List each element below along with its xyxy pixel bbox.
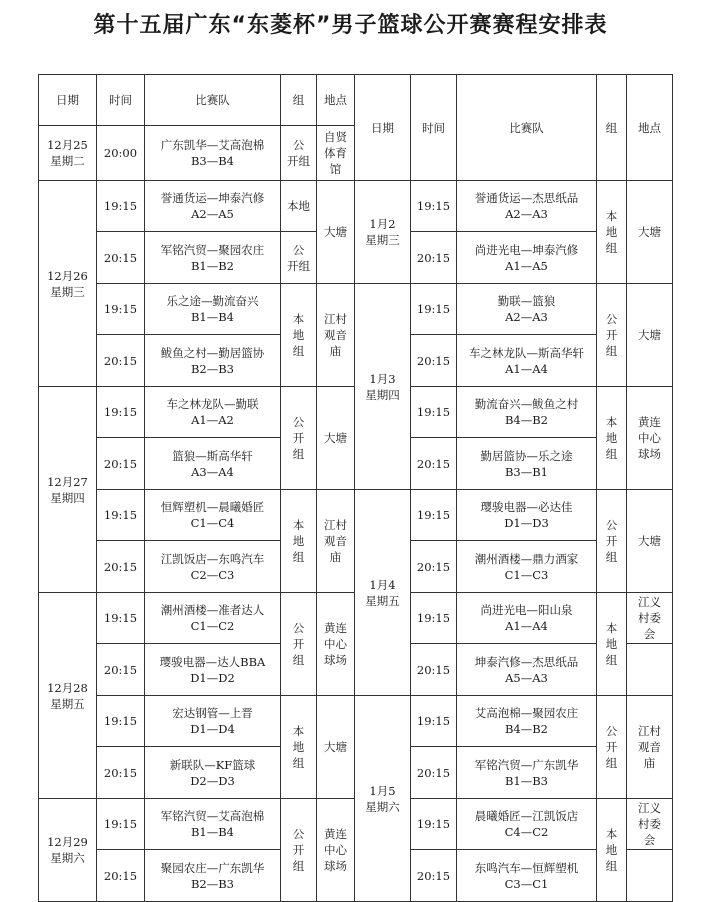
venue-text: 馆	[329, 162, 342, 176]
venue-text: 球场	[324, 859, 347, 873]
venue-text: 中心	[324, 637, 347, 651]
match-teams: 誉通货运—杰思纸品	[474, 191, 579, 205]
right-header-venue: 地点	[627, 75, 673, 181]
venue-cell	[627, 490, 673, 593]
match-code: A5—A3	[505, 670, 548, 685]
group-text: 开	[292, 843, 305, 857]
time-cell: 19:15	[97, 387, 145, 438]
match-code: B2—B3	[190, 876, 235, 891]
match-cell	[457, 541, 597, 593]
match-teams: 新联队—KF篮球	[169, 757, 256, 772]
group-cell	[281, 799, 317, 902]
match-code: A1—A4	[505, 361, 548, 376]
group-text: 组	[292, 344, 305, 358]
right-header-group: 组	[597, 75, 627, 181]
venue-cell	[317, 696, 355, 799]
date-day: 1月5	[369, 783, 396, 798]
match-teams: 广东凯华—艾高泡棉	[160, 138, 265, 152]
group-text: 公	[605, 724, 618, 738]
venue-text: 体育	[324, 146, 347, 160]
left-header-time: 时间	[97, 75, 145, 126]
group-cell	[281, 284, 317, 387]
date-day: 12月27	[47, 474, 88, 489]
group-text: 本	[292, 312, 305, 326]
group-text: 开组	[287, 258, 310, 273]
match-teams: 篮狼—斯高华轩	[172, 448, 253, 463]
match-code: D1—D2	[190, 670, 235, 685]
date-weekday: 星期三	[365, 233, 400, 247]
group-text: 组	[605, 550, 618, 564]
group-cell	[597, 284, 627, 387]
venue-text: 球场	[324, 653, 347, 667]
time-cell: 20:15	[97, 438, 145, 490]
time-cell: 19:15	[97, 799, 145, 850]
time-cell: 19:15	[411, 799, 457, 850]
match-cell	[145, 747, 281, 799]
venue-text: 中心	[638, 431, 661, 445]
group-text: 公	[292, 621, 305, 635]
date-cell	[39, 593, 97, 799]
match-cell	[457, 850, 597, 902]
date-cell	[355, 490, 411, 696]
match-teams: 尚进光电—坤泰汽修	[474, 242, 579, 257]
match-cell	[145, 541, 281, 593]
venue-text: 江义	[638, 801, 661, 815]
match-code: A1—A5	[505, 258, 548, 273]
venue-cell-empty	[627, 644, 673, 696]
match-cell	[145, 126, 281, 181]
group-text: 地	[292, 534, 305, 548]
date-cell	[355, 284, 411, 490]
time-cell: 19:15	[411, 490, 457, 541]
venue-text: 村委	[638, 611, 661, 625]
group-cell	[597, 799, 627, 902]
group-cell	[281, 387, 317, 490]
match-teams: 东鸣汽车—恒辉塑机	[474, 860, 579, 875]
match-teams: 勤流奋兴—鲅鱼之村	[474, 397, 579, 411]
date-day: 1月2	[369, 217, 396, 231]
group-text: 地	[292, 328, 305, 342]
match-cell	[145, 696, 281, 747]
match-teams: 军铭汽贸—艾高泡棉	[160, 809, 265, 823]
time-cell: 20:15	[97, 232, 145, 284]
match-cell	[457, 387, 597, 438]
match-code: B1—B3	[504, 773, 549, 788]
venue-text: 庙	[643, 756, 656, 770]
match-code: A3—A4	[191, 464, 234, 479]
group-cell	[281, 696, 317, 799]
group-text: 开	[292, 431, 305, 445]
date-weekday: 星期五	[365, 593, 400, 608]
venue-cell	[317, 181, 355, 284]
group-cell	[281, 181, 317, 232]
group-text: 本	[605, 621, 618, 635]
group-text: 开	[292, 637, 305, 651]
match-teams: 勤居篮协—乐之途	[480, 448, 573, 463]
venue-text: 观音	[324, 328, 347, 342]
match-teams: 聚园农庄—广东凯华	[160, 860, 265, 875]
match-code: C4—C2	[504, 825, 549, 839]
match-teams: 勤联—篮狼	[497, 294, 556, 308]
match-code: B4—B2	[504, 413, 549, 427]
match-code: A2—A3	[505, 310, 548, 324]
venue-text: 黄连	[324, 621, 347, 635]
match-cell	[457, 747, 597, 799]
venue-cell	[317, 387, 355, 490]
group-cell	[597, 593, 627, 696]
venue-text: 大塘	[324, 225, 347, 239]
group-cell	[597, 387, 627, 490]
group-text: 公	[605, 518, 618, 532]
match-teams: 潮州酒楼—鼎力酒家	[474, 551, 579, 566]
venue-text: 黄连	[638, 415, 661, 429]
group-cell	[281, 490, 317, 593]
match-teams: 誉通货运—坤泰汽修	[160, 191, 265, 205]
match-cell	[457, 644, 597, 696]
venue-text: 大塘	[324, 431, 347, 445]
match-code: B2—B3	[190, 361, 235, 376]
match-code: B3—B1	[504, 464, 549, 479]
time-cell: 19:15	[97, 696, 145, 747]
group-text: 地	[605, 225, 618, 239]
date-weekday: 星期四	[365, 387, 400, 402]
match-cell	[145, 284, 281, 335]
venue-text: 自贤	[324, 130, 347, 144]
match-cell	[457, 696, 597, 747]
match-cell	[145, 438, 281, 490]
group-text: 组	[292, 447, 305, 461]
group-text: 组	[292, 653, 305, 667]
left-header-date: 日期	[39, 75, 97, 126]
match-code: B1—B2	[190, 258, 235, 273]
venue-cell-empty	[627, 850, 673, 902]
match-teams: 宏达钢管—上晋	[172, 706, 253, 720]
venue-text: 大塘	[638, 534, 661, 548]
venue-cell	[317, 490, 355, 593]
time-cell: 20:15	[411, 541, 457, 593]
venue-cell	[627, 696, 673, 799]
group-text: 组	[605, 859, 618, 873]
date-day: 12月25	[47, 138, 88, 152]
group-text: 组	[605, 241, 618, 255]
time-cell: 20:15	[97, 335, 145, 387]
venue-cell	[627, 387, 673, 490]
match-cell	[145, 490, 281, 541]
venue-cell	[627, 181, 673, 284]
time-cell: 19:15	[97, 593, 145, 644]
match-teams: 军铭汽贸—广东凯华	[474, 757, 579, 772]
right-header-teams: 比赛队	[457, 75, 597, 181]
group-text: 开	[605, 534, 618, 548]
group-text: 本	[292, 518, 305, 532]
time-cell: 20:15	[97, 644, 145, 696]
group-text: 组	[292, 859, 305, 873]
time-cell: 19:15	[411, 181, 457, 232]
venue-text: 江义	[638, 595, 661, 609]
time-cell: 19:15	[411, 593, 457, 644]
match-code: C2—C3	[190, 567, 235, 582]
match-teams: 鲅鱼之村—勤居篮协	[160, 345, 265, 360]
group-text: 公	[605, 312, 618, 326]
group-text: 本地	[287, 199, 310, 213]
match-teams: 璎骏电器—达人BBA	[159, 654, 266, 669]
match-cell	[457, 490, 597, 541]
date-weekday: 星期六	[365, 799, 400, 814]
match-cell	[457, 335, 597, 387]
venue-text: 大塘	[638, 328, 661, 342]
group-text: 公	[292, 138, 305, 152]
date-weekday: 星期二	[50, 154, 85, 168]
date-weekday: 星期三	[50, 284, 85, 299]
match-teams: 江凯饭店—东鸣汽车	[160, 551, 265, 566]
time-cell: 19:15	[97, 284, 145, 335]
match-code: A2—A5	[191, 207, 234, 221]
match-code: B3—B4	[190, 154, 235, 168]
match-teams: 潮州酒楼—准者达人	[160, 603, 265, 617]
match-code: D1—D3	[504, 516, 549, 530]
venue-cell	[317, 126, 355, 181]
group-text: 开	[605, 328, 618, 342]
venue-text: 江村	[324, 312, 347, 326]
match-cell	[145, 850, 281, 902]
venue-cell	[627, 799, 673, 850]
match-cell	[457, 438, 597, 490]
venue-cell	[317, 593, 355, 696]
match-code: B1—B4	[190, 310, 235, 324]
group-cell	[597, 181, 627, 284]
group-text: 地	[605, 637, 618, 651]
match-cell	[145, 335, 281, 387]
time-cell: 19:15	[411, 696, 457, 747]
match-teams: 车之林龙队—斯高华轩	[469, 345, 584, 360]
match-teams: 璎骏电器—必达佳	[480, 500, 573, 514]
group-text: 本	[292, 724, 305, 738]
group-text: 本	[605, 827, 618, 841]
group-cell	[597, 696, 627, 799]
venue-text: 观音	[638, 740, 661, 754]
schedule-table	[38, 74, 673, 902]
match-code: C1—C4	[190, 516, 235, 530]
group-text: 本	[605, 209, 618, 223]
match-cell	[457, 593, 597, 644]
match-cell	[457, 232, 597, 284]
time-cell: 20:00	[97, 126, 145, 181]
time-cell: 20:15	[97, 747, 145, 799]
time-cell: 19:15	[97, 490, 145, 541]
venue-text: 黄连	[324, 827, 347, 841]
time-cell: 20:15	[411, 335, 457, 387]
time-cell: 20:15	[411, 644, 457, 696]
match-teams: 尚进光电—阳山泉	[480, 603, 573, 617]
page-title: 第十五届广东“东菱杯”男子篮球公开赛赛程安排表	[93, 13, 608, 38]
group-text: 组	[292, 756, 305, 770]
date-cell	[39, 799, 97, 902]
date-day: 1月3	[369, 371, 396, 386]
match-code: A1—A4	[505, 619, 548, 633]
date-weekday: 星期六	[50, 851, 85, 865]
time-cell: 20:15	[411, 438, 457, 490]
match-teams: 恒辉塑机—晨曦婚匠	[160, 500, 265, 514]
match-cell	[145, 593, 281, 644]
venue-text: 江村	[638, 724, 661, 738]
left-header-teams: 比赛队	[145, 75, 281, 126]
time-cell: 19:15	[411, 284, 457, 335]
match-teams: 艾高泡棉—聚园农庄	[474, 706, 579, 720]
time-cell: 20:15	[411, 232, 457, 284]
match-cell	[145, 387, 281, 438]
venue-text: 中心	[324, 843, 347, 857]
match-code: C1—C3	[504, 567, 549, 582]
match-code: D1—D4	[190, 722, 235, 736]
group-text: 公	[292, 242, 305, 257]
group-cell	[281, 232, 317, 284]
group-text: 地	[292, 740, 305, 754]
date-weekday: 星期五	[50, 696, 85, 711]
venue-cell	[317, 799, 355, 902]
time-cell: 20:15	[411, 747, 457, 799]
left-header-group: 组	[281, 75, 317, 126]
date-day: 12月28	[47, 680, 88, 695]
group-text: 组	[605, 653, 618, 667]
venue-cell	[627, 284, 673, 387]
time-cell: 20:15	[411, 850, 457, 902]
time-cell: 20:15	[97, 541, 145, 593]
venue-cell	[317, 284, 355, 387]
venue-text: 大塘	[638, 225, 661, 239]
group-cell	[281, 126, 317, 181]
match-teams: 军铭汽贸—聚园农庄	[160, 242, 265, 257]
time-cell: 19:15	[411, 387, 457, 438]
group-text: 组	[605, 756, 618, 770]
group-text: 组	[605, 344, 618, 358]
date-cell	[355, 181, 411, 284]
match-code: C1—C2	[190, 619, 235, 633]
group-text: 开组	[287, 154, 310, 168]
date-cell	[355, 696, 411, 902]
right-header-date: 日期	[355, 75, 411, 181]
venue-text: 大塘	[324, 740, 347, 754]
date-day: 12月29	[47, 835, 88, 849]
match-cell	[457, 799, 597, 850]
venue-text: 会	[643, 833, 656, 847]
group-cell	[597, 490, 627, 593]
match-cell	[145, 799, 281, 850]
venue-text: 庙	[329, 550, 342, 564]
group-text: 本	[605, 415, 618, 429]
left-header-venue: 地点	[317, 75, 355, 126]
group-text: 组	[605, 447, 618, 461]
match-code: B4—B2	[504, 722, 549, 736]
match-teams: 乐之途—勤流奋兴	[166, 294, 259, 308]
group-text: 公	[292, 827, 305, 841]
venue-text: 村委	[638, 817, 661, 831]
right-header-time: 时间	[411, 75, 457, 181]
match-cell	[145, 181, 281, 232]
match-cell	[457, 284, 597, 335]
match-teams: 晨曦婚匠—江凯饭店	[474, 809, 579, 823]
match-code: B1—B4	[190, 825, 235, 839]
group-text: 组	[292, 550, 305, 564]
date-cell	[39, 181, 97, 387]
match-teams: 坤泰汽修—杰思纸品	[474, 654, 579, 669]
match-code: D2—D3	[190, 773, 235, 788]
date-day: 1月4	[369, 577, 396, 592]
group-text: 公	[292, 415, 305, 429]
group-text: 地	[605, 431, 618, 445]
venue-text: 庙	[329, 344, 342, 358]
venue-text: 会	[643, 627, 656, 641]
group-cell	[281, 593, 317, 696]
time-cell: 20:15	[97, 850, 145, 902]
date-cell	[39, 387, 97, 593]
date-day: 12月26	[47, 268, 88, 283]
match-code: A1—A2	[191, 413, 234, 427]
match-code: A2—A3	[505, 207, 548, 221]
match-cell	[145, 644, 281, 696]
match-code: C3—C1	[504, 876, 549, 891]
match-cell	[145, 232, 281, 284]
venue-text: 球场	[638, 447, 661, 461]
match-teams: 车之林龙队—勤联	[166, 397, 259, 411]
group-text: 开	[605, 740, 618, 754]
group-text: 地	[605, 843, 618, 857]
date-weekday: 星期四	[50, 490, 85, 505]
date-cell	[39, 126, 97, 181]
venue-text: 观音	[324, 534, 347, 548]
time-cell: 19:15	[97, 181, 145, 232]
venue-cell	[627, 593, 673, 644]
venue-text: 江村	[324, 518, 347, 532]
match-cell	[457, 181, 597, 232]
